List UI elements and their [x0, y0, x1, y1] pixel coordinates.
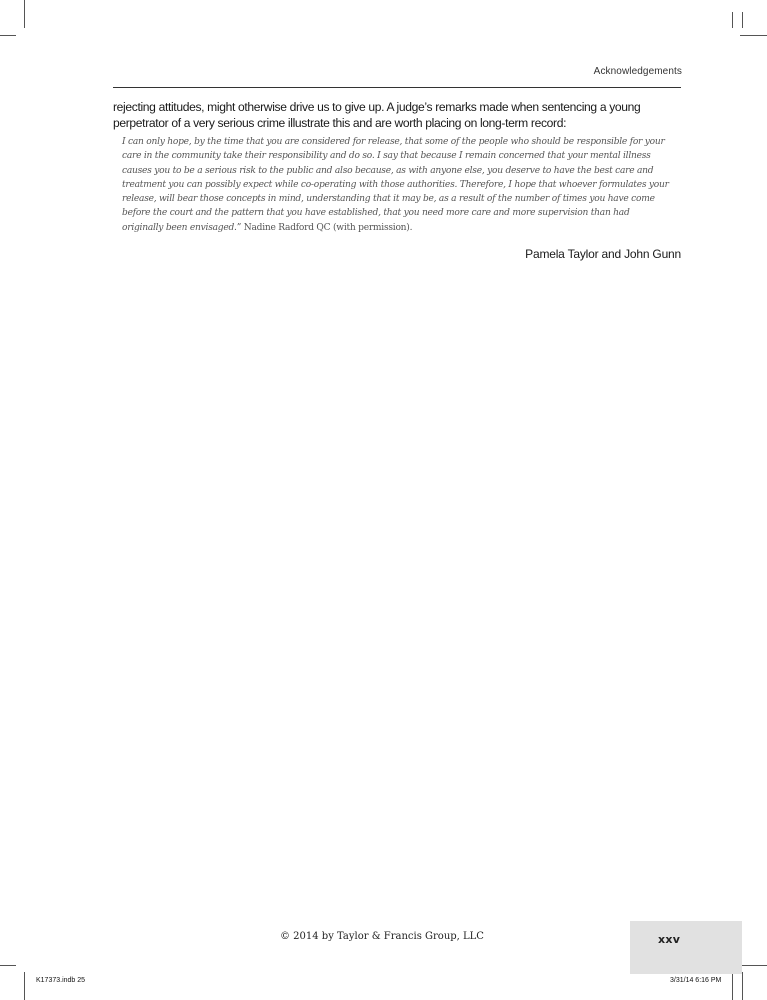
- quote-text: I can only hope, by the time that you are considered for release, that some of the people who should be responsible for your care in the community take their responsibility and do so. I say that because I remain concerned that your mental illness causes you to be a serious risk to the public and also because, as with anyone else, you deserve to have the best care and treatment you can possibly expect while co-operating with those authorities. Therefore, I hope that whoever formulates your release, will bear those concepts in mind, understanding that it may be, as a result of the number of times you have come before the court and the pattern that you have established, that you need more care and more supervision than had originally been envisaged.: [122, 137, 669, 233]
- body-paragraph: rejecting attitudes, might otherwise drive us to give up. A judge’s remarks made when sentencing a young perpetrator of a very serious crime illustrate this and are worth placing on long-term record:: [113, 100, 641, 130]
- quote-attribution: ” Nadine Radford QC (with permission).: [236, 222, 413, 233]
- slug-date: 3/31/14 6:16 PM: [670, 977, 722, 984]
- copyright-notice: © 2014 by Taylor & Francis Group, LLC: [280, 931, 484, 942]
- running-head: Acknowledgements: [593, 66, 682, 77]
- crop-mark: [24, 972, 25, 1000]
- block-quote: [122, 135, 670, 235]
- crop-mark: [742, 965, 767, 966]
- crop-mark: [740, 35, 767, 36]
- folio-box: [630, 921, 742, 974]
- crop-mark: [732, 12, 733, 28]
- crop-mark: [732, 972, 733, 1000]
- header-rule: [113, 87, 681, 88]
- crop-mark: [742, 972, 743, 1000]
- slug-file: K17373.indb 25: [36, 977, 86, 984]
- page-number: xxv: [658, 933, 681, 946]
- crop-mark: [742, 12, 743, 28]
- crop-mark: [24, 0, 25, 28]
- crop-mark: [0, 35, 16, 36]
- signature: Pamela Taylor and John Gunn: [525, 247, 681, 261]
- crop-mark: [0, 965, 16, 966]
